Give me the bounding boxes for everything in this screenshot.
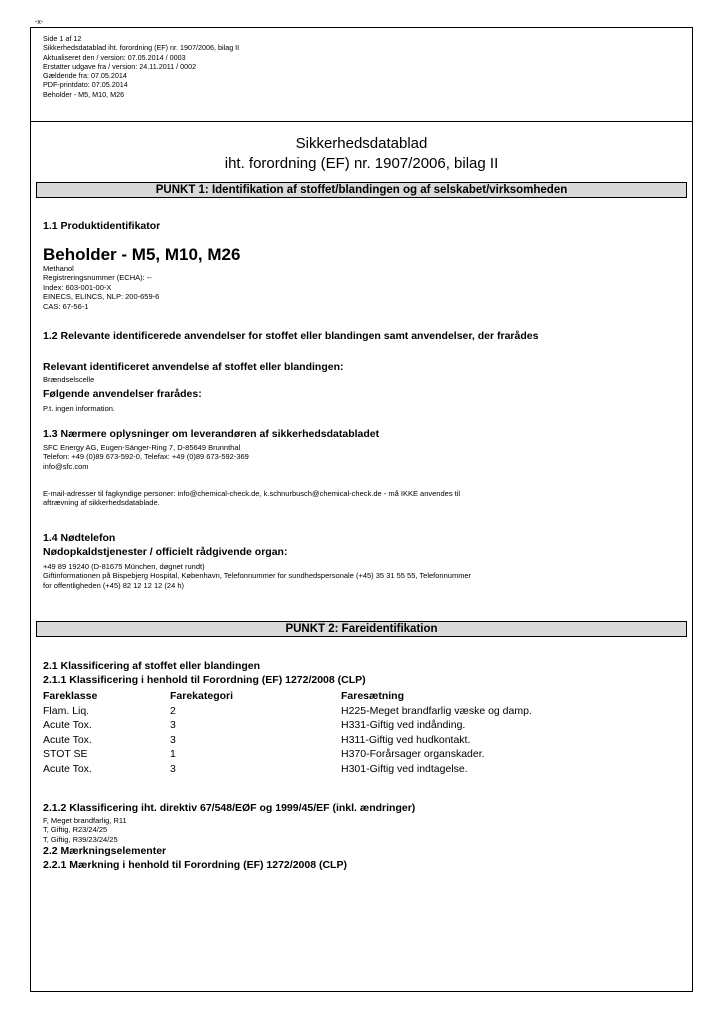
column-header-hazard-class: Fareklasse	[43, 690, 98, 702]
header-revision-date: Aktualiseret den / version: 07.05.2014 / 0003	[43, 52, 186, 62]
hazard-statement-cell: H301-Giftig ved indtagelse.	[341, 762, 468, 775]
substance-name: Methanol	[43, 264, 74, 273]
hazard-category-cell: 3	[170, 733, 176, 746]
heading-2-2-1: 2.2.1 Mærkning i henhold til Forordning (EF) 1272/2008 (CLP)	[43, 859, 347, 871]
heading-2-1-1: 2.1.1 Klassificering i henhold til Forordning (EF) 1272/2008 (CLP)	[43, 674, 366, 686]
cas-number: CAS: 67-56-1	[43, 301, 89, 311]
emergency-details	[43, 562, 683, 590]
document-subtitle: iht. forordning (EF) nr. 1907/2006, bilag II	[224, 155, 499, 172]
table-row	[43, 763, 681, 778]
risk-phrase-line: F, Meget brandfarlig, R11	[43, 816, 127, 825]
relevant-use-text: Brændselscelle	[43, 375, 95, 384]
hazard-class-cell: Acute Tox.	[43, 762, 92, 775]
top-border	[31, 27, 692, 28]
risk-phrase-line: T, Giftig, R23/24/25	[43, 825, 108, 835]
header-divider	[31, 121, 692, 122]
risk-phrase-line: T, Giftig, R39/23/24/25	[43, 834, 118, 844]
hazard-classification-table	[43, 690, 681, 777]
document-page	[30, 19, 693, 992]
hazard-statement-cell: H370-Forårsager organskader.	[341, 748, 485, 760]
header-pdf-print-date: PDF-printdato: 07.05.2014	[43, 80, 128, 90]
heading-1-4: 1.4 Nødtelefon	[43, 532, 116, 544]
hazard-class-cell: Flam. Liq.	[43, 704, 90, 717]
expert-email-line: aftrævning af sikkerhedsdatablade.	[43, 498, 160, 508]
heading-1-3: 1.3 Nærmere oplysninger om leverandøren af sikkerhedsdatabladet	[43, 428, 380, 440]
header-replaces-version: Erstatter udgave fra / version: 24.11.2011 / 0002	[43, 61, 197, 71]
supplier-address: SFC Energy AG, Eugen-Sänger-Ring 7, D-85649 Brunnthal	[43, 443, 241, 452]
hazard-category-cell: 2	[170, 704, 176, 717]
hazard-category-cell: 1	[170, 748, 176, 760]
supplier-phone: Telefon: +49 (0)89 673-592-0, Telefax: +49 (0)89 673-592-369	[43, 452, 249, 462]
document-header	[43, 34, 239, 99]
section-1-header: PUNKT 1: Identifikation af stoffet/blandingen og af selskabet/virksomheden	[36, 182, 687, 198]
index-number: Index: 603-001-00-X	[43, 282, 112, 292]
registration-number: Registreringsnummer (ECHA): --	[43, 273, 152, 283]
expert-email-line: E-mail-adresser til fagkyndige personer: info@chemical-check.de, k.schnurbusch@chemical-check.de - må IKKE anvendes til	[43, 489, 461, 498]
dsd-classification-lines	[43, 816, 127, 844]
table-row	[43, 748, 681, 763]
heading-1-2-uses-advised-against: Følgende anvendelser frarådes:	[43, 388, 202, 400]
heading-2-1-2: 2.1.2 Klassificering iht. direktiv 67/548/EØF og 1999/45/EF (inkl. ændringer)	[43, 802, 416, 814]
hazard-class-cell: Acute Tox.	[43, 733, 92, 746]
heading-2-2: 2.2 Mærkningselementer	[43, 845, 167, 857]
table-row	[43, 705, 681, 720]
hazard-class-cell: Acute Tox.	[43, 719, 92, 731]
hazard-category-cell: 3	[170, 762, 176, 775]
product-identifiers	[43, 264, 159, 311]
hazard-class-cell: STOT SE	[43, 748, 88, 760]
emergency-number: +49 89 19240 (D-81675 München, døgnet rundt)	[43, 562, 205, 571]
expert-email-note	[43, 489, 683, 508]
column-header-hazard-category: Farekategori	[170, 690, 234, 702]
section-2-header: PUNKT 2: Fareidentifikation	[36, 621, 687, 637]
header-product: Beholder - M5, M10, M26	[43, 89, 125, 99]
header-valid-from: Gældende fra: 07.05.2014	[43, 71, 127, 81]
heading-2-1: 2.1 Klassificering af stoffet eller blandingen	[43, 660, 261, 672]
corner-mark: -x-	[35, 19, 44, 26]
heading-1-2-relevant-use: Relevant identificeret anvendelse af stoffet eller blandingen:	[43, 361, 344, 373]
hazard-statement-cell: H225-Meget brandfarlig væske og damp.	[341, 704, 532, 717]
supplier-details	[43, 443, 249, 471]
hazard-statement-cell: H331-Giftig ved indånding.	[341, 719, 466, 731]
poison-info-line: for offentligheden (+45) 82 12 12 12 (24 h)	[43, 580, 185, 590]
supplier-email: info@sfc.com	[43, 461, 89, 471]
hazard-statement-cell: H311-Giftig ved hudkontakt.	[341, 733, 471, 746]
poison-info-line: Giftinformationen på Bispebjerg Hospital, København, Telefonnummer for sundhedspersonale (+45) 35 31 55 55, Telefonnummer	[43, 571, 472, 581]
uses-advised-against-text: P.t. ingen information.	[43, 404, 115, 413]
product-name: Beholder - M5, M10, M26	[43, 245, 241, 264]
page-number: Side 1 af 12	[43, 34, 82, 43]
table-header-row	[43, 690, 681, 705]
document-title: Sikkerhedsdatablad	[295, 135, 428, 152]
heading-1-1: 1.1 Produktidentifikator	[43, 220, 161, 232]
column-header-hazard-statement: Faresætning	[341, 690, 405, 702]
header-regulation: Sikkerhedsdatablad iht. forordning (EF) nr. 1907/2006, bilag II	[43, 43, 240, 53]
hazard-category-cell: 3	[170, 719, 176, 731]
heading-1-4-emergency-service: Nødopkaldstjenester / officielt rådgivende organ:	[43, 546, 288, 558]
heading-1-2: 1.2 Relevante identificerede anvendelser for stoffet eller blandingen samt anvendelser, der frarådes	[43, 330, 539, 342]
einecs-number: EINECS, ELINCS, NLP: 200-659-6	[43, 292, 160, 302]
table-row	[43, 719, 681, 734]
table-row	[43, 734, 681, 749]
